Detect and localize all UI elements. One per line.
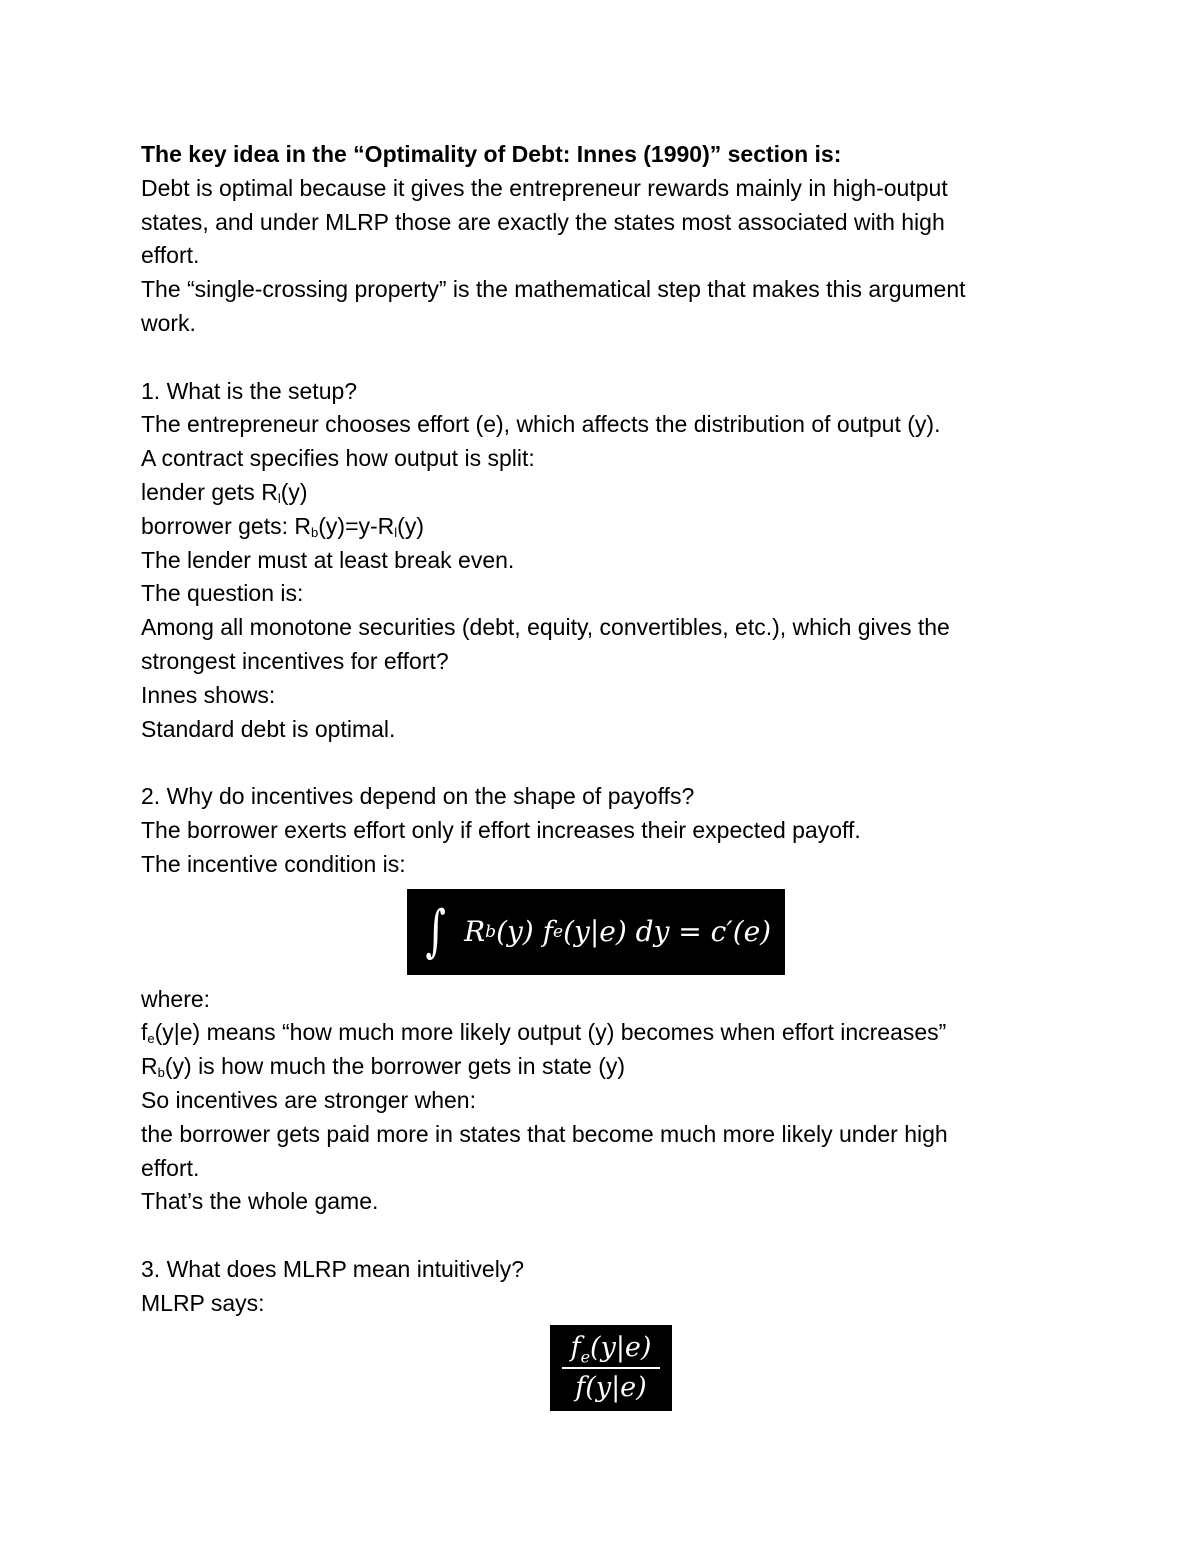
incentive-equation-row — [141, 882, 1081, 983]
num-f: f — [570, 1331, 581, 1363]
spacer — [141, 1219, 1081, 1253]
section-1-line-5: The lender must at least break even. — [141, 546, 515, 573]
num-arg: (y|e) — [590, 1331, 652, 1363]
intro-line-5: work. — [141, 309, 196, 336]
section-2-line-8: effort. — [141, 1154, 200, 1181]
eq-f: f — [542, 914, 554, 948]
fraction-denominator: f(y|e) — [575, 1371, 647, 1403]
section-2-title: 2. Why do incentives depend on the shape of payoffs? — [141, 783, 695, 810]
text: (y) — [397, 512, 424, 539]
section-1-line-10: Standard debt is optimal. — [141, 715, 396, 742]
intro-line-3: effort. — [141, 242, 200, 269]
section-1-line-8: strongest incentives for effort? — [141, 647, 449, 674]
section-1-line-6: The question is: — [141, 580, 304, 607]
intro-line-2: states, and under MLRP those are exactly the states most associated with high — [141, 208, 945, 235]
num-sub: e — [580, 1346, 591, 1366]
text: (y|e) means “how much more likely output (y) becomes when effort increases” — [154, 1019, 947, 1046]
heading: The key idea in the “Optimality of Debt: Innes (1990)” section is: — [141, 141, 842, 167]
subscript: l — [277, 490, 281, 506]
subscript: l — [394, 524, 398, 540]
section-3-title: 3. What does MLRP mean intuitively? — [141, 1255, 525, 1282]
eq-r: R — [464, 914, 486, 948]
section-1-line-2: A contract specifies how output is split: — [141, 445, 535, 472]
section-1-line-7: Among all monotone securities (debt, equity, convertibles, etc.), which gives the — [141, 614, 950, 641]
text: borrower gets: R — [141, 512, 312, 539]
fraction-numerator — [571, 1330, 652, 1366]
eq-r-arg: (y) — [496, 914, 534, 948]
lender-payoff-line — [141, 476, 1081, 510]
mlrp-fraction-image — [550, 1325, 672, 1411]
section-1-line-1: The entrepreneur chooses effort (e), which affects the distribution of output (y). — [141, 411, 941, 438]
eq-f-arg: (y|e) dy = c′(e) — [563, 914, 772, 948]
section-3-line-1: MLRP says: — [141, 1289, 265, 1316]
subscript: b — [157, 1065, 165, 1081]
document-body — [141, 138, 1081, 1411]
mlrp-fraction-row — [141, 1321, 1081, 1411]
text: (y)=y-R — [318, 512, 395, 539]
spacer — [141, 746, 1081, 780]
section-2-line-7: the borrower gets paid more in states that become much more likely under high — [141, 1120, 948, 1147]
text: f — [141, 1019, 148, 1046]
borrower-payoff-line — [141, 510, 1081, 544]
section-2-line-6: So incentives are stronger when: — [141, 1086, 476, 1113]
integral-sign: ∫ — [425, 898, 446, 964]
section-2-line-3: where: — [141, 985, 211, 1012]
subscript: b — [311, 524, 319, 540]
text: (y) — [280, 478, 308, 505]
section-2-line-9: That’s the whole game. — [141, 1188, 379, 1215]
text: lender gets R — [141, 478, 278, 505]
text: R — [141, 1053, 158, 1080]
fraction-bar — [562, 1367, 660, 1369]
section-2-line-2: The incentive condition is: — [141, 850, 406, 877]
section-2-line-1: The borrower exerts effort only if effort increases their expected payoff. — [141, 816, 861, 843]
intro-line-4: The “single-crossing property” is the mathematical step that makes this argument — [141, 276, 966, 303]
section-2-line-5 — [141, 1050, 1081, 1084]
section-2-line-4 — [141, 1016, 1081, 1050]
section-1-title: 1. What is the setup? — [141, 377, 358, 404]
incentive-equation-image: ∫ R b (y) f e (y|e) dy = c′(e) — [407, 889, 785, 975]
text: (y) is how much the borrower gets in state (y) — [164, 1053, 626, 1080]
subscript: e — [147, 1031, 155, 1047]
intro-line-1: Debt is optimal because it gives the entrepreneur rewards mainly in high-output — [141, 174, 948, 201]
section-1-line-9: Innes shows: — [141, 681, 276, 708]
spacer — [141, 341, 1081, 375]
